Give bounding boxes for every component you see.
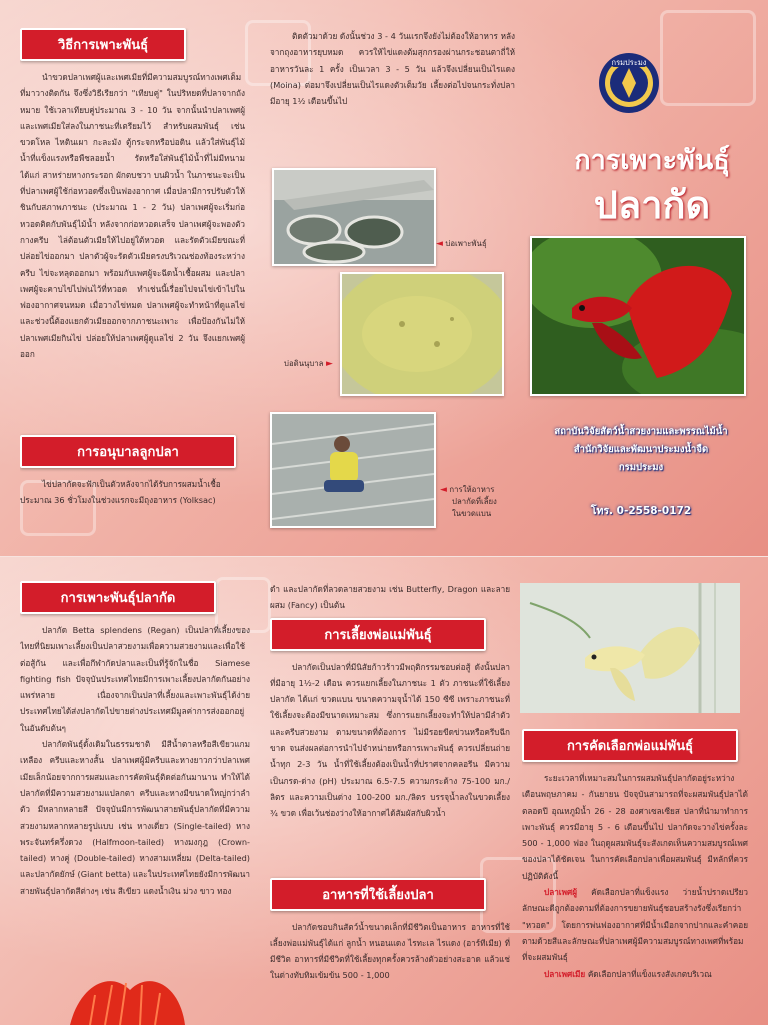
panel-breeding-method <box>20 28 245 533</box>
org-name: กรมประมง <box>618 462 664 473</box>
body-text: ปลากัดชอบกินสัตว์น้ำขนาดเล็กที่มีชีวิตเป็นอาหาร อาหารที่ใช้เลี้ยงพ่อแม่พันธุ์ได้แก่ ลูกน้ำ หนอนแดง ไรทะเล ไรแดง (อาร์ทีเมีย) ที่มีชีวิต อาหารที่มีชีวิตที่ใช้เลี้ยงทุกครั้งควรล้างตัวอย่างสะอาด แล้วแช่ในด่างทับทิมเข้มข้น 500 - 1,000 <box>270 921 510 981</box>
cover-title-line1: การเพาะพันธุ์ <box>574 145 730 176</box>
feeding-image <box>272 414 434 526</box>
caption-text: การให้อาหาร <box>449 485 495 494</box>
section-heading: การเลี้ยงพ่อแม่พันธุ์ <box>270 618 486 651</box>
photo-crowntail-betta <box>60 965 190 1025</box>
crowntail-image <box>60 965 190 1025</box>
body-text: ดำ และปลากัดที่ลวดลายสวยงาม เช่น Butterfly, Dragon และลายผสม (Fancy) เป็นต้น <box>270 584 510 611</box>
section-heading: การคัดเลือกพ่อแม่พันธุ์ <box>522 729 738 762</box>
phone-number: โทร. 0-2558-0172 <box>590 505 692 517</box>
photo-feeding <box>270 412 436 528</box>
female-label: ปลาเพศเมีย <box>544 968 586 979</box>
body-text <box>522 966 748 982</box>
org-name: สำนักวิจัยและพัฒนาประมงน้ำจืด <box>573 444 709 455</box>
photo-caption: ◄ การให้อาหาร ปลากัดที่เลี้ยง ในขวดแบน <box>440 485 497 518</box>
logo-text: กรมประมง <box>611 58 647 67</box>
body-text: ปลากัด Betta splendens (Regan) เป็นปลาที่เลี้ยงของไทยที่นิยมเพาะเลี้ยงเป็นปลาสวยงามเพื่อความสวยงามและเพื่อใช้ต่อสู้กัน และเพื่อกีฬากัดปลาและเป็นที่รู้จักในชื่อ Siamese fighting fish ปัจจุบันประเทศไทยมีการเพาะเลี้ยงปลากัดกันอย่างแพร่หลาย เนื่องจากเป็นปลาที่เลี้ยงและเพาะพันธุ์ได้ง่าย ประเทศไทยได้ส่งปลากัดไปขายต่างประเทศมีมูลค่าการส่งออกอยู่ในอันดับต้นๆ <box>20 625 250 733</box>
organization-block <box>530 423 752 477</box>
panel-nursery-cont <box>270 28 515 163</box>
female-text: คัดเลือกปลาที่แข็งแรงสังเกตบริเวณ <box>587 968 712 979</box>
brochure-inside <box>0 556 768 1025</box>
body-text: ไข่ปลากัดจะฟักเป็นตัวหลังจากได้รับการผสมน้ำเชื้อประมาณ 36 ชั่วโมงในช่วงแรกจะมีถุงอาหาร (Yolksac) <box>20 479 221 506</box>
male-text: คัดเลือกปลาที่แข็งแรง ว่ายน้ำปราดเปรียว ลักษณะดีถูกต้องตามที่ต้องการขยายพันธุ์ชอบสร้างรังซึ่งเรียกว่า "หวอด" โดยการพ่นฟองอากาศที่มีน้ำเมือกจากปากและคำคอยตามด้วยสีและลักษณะที่ปลาเพศผู้มีความสมบูรณ์ทางเพศที่พร้อมที่จะผสมพันธุ์ <box>522 887 748 963</box>
red-betta-image <box>532 238 744 394</box>
section-heading: การอนุบาลลูกปลา <box>20 435 236 468</box>
panel-broodstock-care <box>270 581 510 1025</box>
caption-text: ในขวดแบน <box>452 509 492 518</box>
caption-text: บ่อดินนุบาล <box>284 359 324 368</box>
yellow-betta-image <box>520 583 740 713</box>
body-text: ปลากัดเป็นปลาที่มีนิสัยก้าวร้าวมีพฤติกรรมชอบต่อสู้ ดังนั้นปลาที่มีอายุ 1½-2 เดือน ควรแยกเลี้ยงในภาชนะ 1 ตัว ภาชนะที่ใช้เลี้ยงปลากัด ได้แก่ ขวดแบน ขนาดความจุน้ำได้ 150 ซีซี เพราะภาชนะที่ใช้เลี้ยงจะต้องมีขนาดเหมาะสม ซึ่งการแยกเลี้ยงจะทำให้ปลามีลำตัวและครีบสวยงาม ตามขนาดที่ต้องการ ไม่มีรอยขีดข่วนหรือครีบฉีกขาด จนส่งผลต่อการนำไปจำหน่ายหรือการเพาะพันธุ์ ควรเปลี่ยนถ่ายน้ำทุก 2-3 วัน น้ำที่ใช้เลี้ยงต้องเป็นน้ำที่ปราศจากคลอรีน มีความเป็นกรด-ด่าง (pH) ประมาณ 6.5-7.5 ความกระด้าง 75-100 มก./ลิตร และความเป็นด่าง 100-200 มก./ลิตร บรรจุน้ำลงในขวดเลี้ยง ¾ ขวด เพื่อเว้นช่องว่างให้อากาศได้สัมผัสกับผิวน้ำ <box>270 661 510 819</box>
pond-image <box>342 274 502 394</box>
panel-broodstock-selection <box>522 729 748 1025</box>
photo-nursery-pond <box>340 272 504 396</box>
body-text: ระยะเวลาที่เหมาะสมในการผสมพันธุ์ปลากัดอยู่ระหว่างเดือนพฤษภาคม - กันยายน ปัจจุบันสามารถที่จะผสมพันธุ์ปลาได้ตลอดปี อุณหภูมิน้ำ 26 - 28 องศาเซลเซียส ปลาที่นำมาทำการเพาะพันธุ์ ควรมีอายุ 5 - 6 เดือนขึ้นไป ปลากัดจะวางไข่ครั้งละ 500 - 1,000 ฟอง ในฤดูผสมพันธุ์จะสังเกตเห็นความสมบูรณ์เพศของปลาได้ชัดเจน ในการคัดเลือกปลาเพื่อผสมพันธุ์ มีหลักที่ควรปฏิบัติดังนี้ <box>522 773 748 881</box>
male-label: ปลาเพศผู้ <box>544 887 578 898</box>
body-text: ปลากัดพันธุ์ดั้งเดิมในธรรมชาติ มีสีน้ำตาลหรือสีเขียวแกมเหลือง ครีบและหางสั้น ปลาเพศผู้มีครีบและหางยาวกว่าปลาเพศเมียเล็กน้อยจากการผสมและการคัดพันธุ์ติดต่อกันมานาน ทำให้ได้ปลากัดที่มีความสวยงามแปลกตา ครีบและหางมีขนาดใหญ่กว่าลำตัว มีหลากหลายสี ปัจจุบันมีการพัฒนาสายพันธุ์ปลากัดที่มีความสวยงามหลากหลายรูปแบบ เช่น หางเดี่ยว (Single-tailed) หางพระจันทร์ครึ่งดวง (Halfmoon-tailed) หางมงกุฎ (Crown-tailed) หางคู่ (Double-tailed) หางสามเหลี่ยม (Delta-tailed) และปลากัดยักษ์ (Giant betta) และในประเทศไทยยังมีการพัฒนาสายพันธุ์ปลากัดสีต่างๆ เช่น สีเขียว แดงน้ำเงิน ม่วง ขาว ทอง <box>20 739 250 896</box>
photo-caption: บ่อดินนุบาล ► <box>284 359 333 369</box>
seal-icon <box>598 52 660 114</box>
dof-logo <box>598 52 660 114</box>
photo-red-betta <box>530 236 746 396</box>
section-heading: อาหารที่ใช้เลี้ยงปลา <box>270 878 486 911</box>
decor-square <box>660 10 756 106</box>
photo-breeding-tanks <box>272 168 436 266</box>
tanks-image <box>274 170 434 264</box>
photo-caption: ◄ บ่อเพาะพันธุ์ <box>436 239 487 249</box>
panel-betta-breeding <box>20 581 250 1025</box>
photo-yellow-betta <box>520 583 740 713</box>
body-text <box>522 884 748 965</box>
caption-text: ปลากัดที่เลี้ยง <box>452 497 497 506</box>
cover-title-line2: ปลากัด <box>593 183 711 227</box>
org-name: สถาบันวิจัยสัตว์น้ำสวยงามและพรรณไม้น้ำ <box>554 426 728 437</box>
body-text: ติดตัวมาด้วย ดังนั้นช่วง 3 - 4 วันแรกจึงยังไม่ต้องให้อาหาร หลังจากถุงอาหารยุบหมด ควรให้ไข่แดงต้มสุกกรองผ่านกระชอนตาถี่ให้อาหารวันละ 1 ครั้ง เป็นเวลา 3 - 5 วัน แล้วจึงเปลี่ยนเป็นไรแดง (Moina) ต่อมาจึงเปลี่ยนเป็นไรแดงตัวเต็มวัย เลี้ยงต่อไปจนกระทั่งปลามีอายุ 1½ เดือนขึ้นไป <box>270 31 515 107</box>
caption-text: บ่อเพาะพันธุ์ <box>445 239 487 248</box>
section-heading: การเพาะพันธุ์ปลากัด <box>20 581 216 614</box>
section-heading: วิธีการเพาะพันธุ์ <box>20 28 186 61</box>
body-text: นำขวดปลาเพศผู้และเพศเมียที่มีความสมบูรณ์ทางเพศเต็มที่มาวางติดกัน จึงซึ่งวิธีเรียกว่า "เทียบคู่" ในปริหยดที่ปลาจากถังหมาย ใช้เวลาเทียบคู่ประมาณ 3 - 10 วัน จากนั้นนำปลาเพศผู้และเพศเมียใส่ลงในภาชนะที่เตรียมไว้ สำหรับผสมพันธุ์ เช่น ขวดโหล ไหดินเผา กะละมัง ตู้กระจกหรือบ่อดิน แล้วใส่พันธุ์ไม้น้ำที่แข็งแรงหรือพืชลอยน้ำ รัดหรือใส่พันธุ์ไม้น้ำที่ไม่มีหนาม ได้แก่ สาหร่ายหางกระรอก ผักตบชวา บนผิวน้ำ ในภาชนะจะเป็นที่ปลาเพศผู้ใช้ก่อหวอดซึ่งเป็นฟองอากาศ เมื่อปลามีการปรับตัวให้ชินกับสภาพภาชนะ (ประมาณ 1 - 2 วัน) ปลาเพศผู้จะเริ่มก่อหวอดติดกับพันธุ์ไม้น้ำ หลังจากก่อหวอดเสร็จ ปลาเพศผู้จะพองตัว กางครีบ ไล่ต้อนตัวเมียให้ไปอยู่ใต้หวอด และรัดตัวเมียขณะที่ปล่อยไข่ออกมา ปลาตัวผู้จะรัดตัวเมียตรงบริเวณช่องท้องระหว่างครีบ ไข่จะหลุดออกมา พร้อมกับเพศผู้จะฉีดน้ำเชื้อผสม และปลาเพศผู้จะคาบไข่ไปพ่นไว้ที่หวอด ทำเช่นนี้เรื่อยไปจนไข่เข้าไปในฟองอากาศจนหมด เมื่อวางไข่หมด ปลาเพศผู้จะทำหน้าที่ดูแลไข่ และช่วงนี้ต้องแยกตัวเมียออกจากภาชนะเพาะ เพื่อป้องกันไม่ให้ปลาเพศเมียกินไข่ ปล่อยให้ปลาเพศผู้ดูแลไข่ 2 วัน จึงแยกเพศผู้ออก <box>20 72 245 360</box>
